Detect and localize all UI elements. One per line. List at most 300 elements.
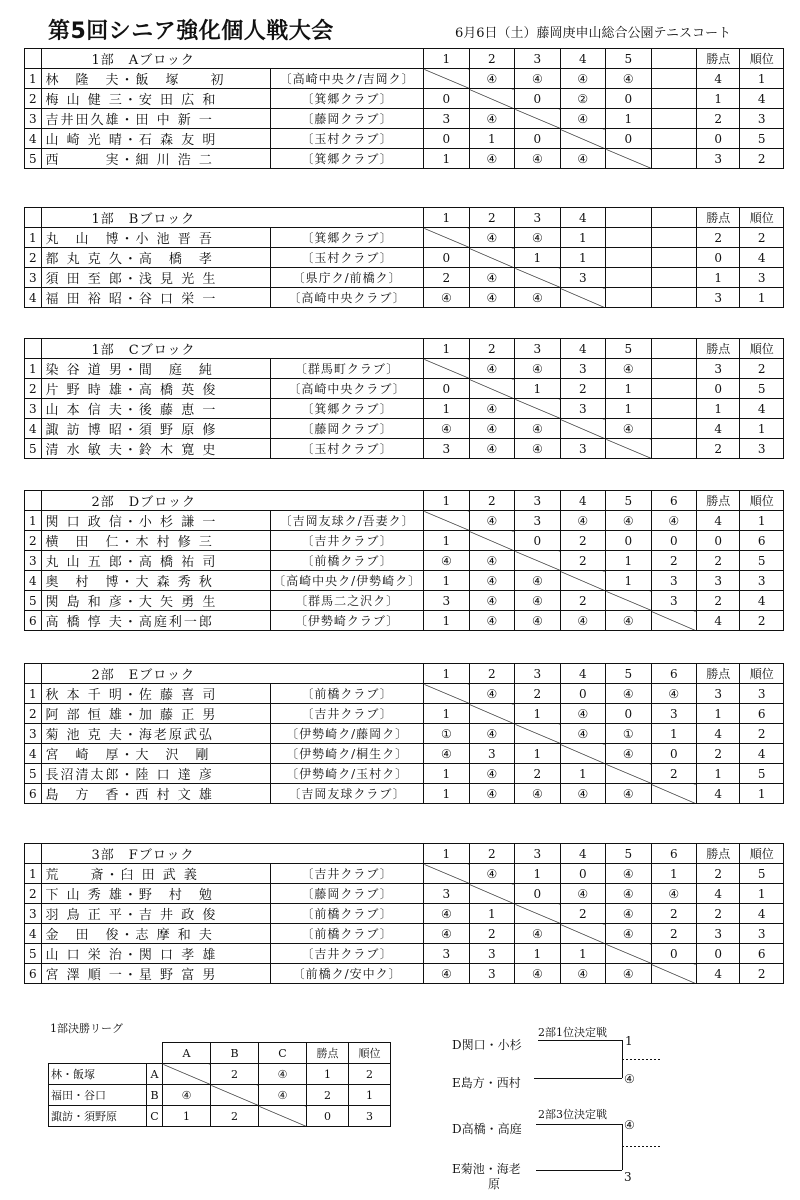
- match-result: 2: [211, 1064, 259, 1085]
- player-names: 宮 澤 順 一・星 野 富 男: [41, 964, 271, 984]
- pair-name: 諏訪・須野原: [49, 1106, 147, 1127]
- self-match-cell: [515, 268, 560, 288]
- club-name: 〔高崎中央クラブ〕: [271, 288, 424, 308]
- match-result: 1: [424, 531, 469, 551]
- player-names: 山 口 栄 治・関 口 孝 雄: [41, 944, 271, 964]
- club-name: 〔箕郷クラブ〕: [271, 149, 424, 169]
- empty-cell: [651, 268, 696, 288]
- block-table: [24, 843, 784, 984]
- match-result: ④: [469, 359, 514, 379]
- table-row: [25, 964, 784, 984]
- match-result: ④: [515, 69, 560, 89]
- match-result: 0: [560, 684, 605, 704]
- block-name: 1部 Cブロック: [41, 339, 424, 359]
- match-result: ④: [515, 228, 560, 248]
- table-row: [25, 149, 784, 169]
- rank-cell: 3: [740, 684, 784, 704]
- table-row: [25, 904, 784, 924]
- pair-name: 福田・谷口: [49, 1085, 147, 1106]
- match-result: ④: [469, 149, 514, 169]
- match-result: 2: [560, 379, 605, 399]
- empty-cell: [651, 228, 696, 248]
- block-1: [24, 207, 784, 308]
- col-header: 3: [515, 339, 560, 359]
- match-result: ④: [515, 964, 560, 984]
- table-row: [25, 784, 784, 804]
- match-result: 1: [560, 764, 605, 784]
- col-header-empty: [651, 49, 696, 69]
- match-result: ①: [424, 724, 469, 744]
- row-number: 6: [25, 964, 42, 984]
- match-result: ②: [560, 89, 605, 109]
- points-cell: 2: [697, 591, 740, 611]
- row-number: 1: [25, 69, 42, 89]
- rank-cell: 4: [740, 399, 784, 419]
- self-match-cell: [651, 784, 696, 804]
- rank-cell: 3: [740, 109, 784, 129]
- player-names: 下 山 秀 雄・野 村 勉: [41, 884, 271, 904]
- match-result: ④: [651, 884, 696, 904]
- match-result: 1: [606, 399, 651, 419]
- match-result: ④: [469, 439, 514, 459]
- col-header: 1: [424, 664, 469, 684]
- points-cell: 1: [697, 399, 740, 419]
- club-name: 〔箕郷クラブ〕: [271, 399, 424, 419]
- match-result: 2: [424, 268, 469, 288]
- rank-header: 順位: [740, 491, 784, 511]
- player-names: 荒 斎・臼 田 武 義: [41, 864, 271, 884]
- points-cell: 2: [697, 551, 740, 571]
- playoff-bracket: [450, 1020, 700, 1190]
- col-header: 5: [606, 664, 651, 684]
- points-cell: 4: [697, 69, 740, 89]
- match-result: ④: [424, 551, 469, 571]
- table-row: [25, 248, 784, 268]
- points-cell: 2: [697, 439, 740, 459]
- table-row: [25, 571, 784, 591]
- match-result: 0: [606, 129, 651, 149]
- row-number: 3: [25, 399, 42, 419]
- match1-title: 2部1位決定戦: [538, 1026, 607, 1039]
- player-names: 秋 本 千 明・佐 藤 喜 司: [41, 684, 271, 704]
- match-result: 0: [515, 531, 560, 551]
- col-header: 2: [469, 49, 514, 69]
- row-number: 3: [25, 904, 42, 924]
- self-match-cell: [606, 439, 651, 459]
- match-result: 0: [606, 531, 651, 551]
- match-result: 3: [651, 591, 696, 611]
- club-name: 〔玉村クラブ〕: [271, 129, 424, 149]
- match-result: 3: [469, 944, 514, 964]
- match-result: 3: [424, 439, 469, 459]
- points-cell: 0: [697, 248, 740, 268]
- col-header: C: [259, 1043, 307, 1064]
- match-result: 1: [606, 379, 651, 399]
- club-name: 〔玉村クラブ〕: [271, 248, 424, 268]
- match-result: 0: [651, 744, 696, 764]
- club-name: 〔吉井クラブ〕: [271, 944, 424, 964]
- col-header: 2: [469, 208, 514, 228]
- match-result: 1: [515, 944, 560, 964]
- match-result: 3: [651, 704, 696, 724]
- empty-cell: [651, 89, 696, 109]
- col-header: 1: [424, 339, 469, 359]
- rank-cell: 4: [740, 591, 784, 611]
- match-result: ④: [560, 511, 605, 531]
- match2-title: 2部3位決定戦: [538, 1108, 607, 1121]
- col-header: 3: [515, 844, 560, 864]
- self-match-cell: [560, 924, 605, 944]
- table-row: [25, 704, 784, 724]
- rank-cell: 3: [740, 571, 784, 591]
- match-result: ④: [606, 611, 651, 631]
- rank-cell: 2: [740, 359, 784, 379]
- row-number: 5: [25, 944, 42, 964]
- match-result: 3: [515, 511, 560, 531]
- match-result: ④: [560, 964, 605, 984]
- points-cell: 3: [697, 149, 740, 169]
- club-name: 〔吉岡友球ク/吾妻ク〕: [271, 511, 424, 531]
- match-result: ④: [560, 704, 605, 724]
- match-result: ④: [259, 1085, 307, 1106]
- points-cell: 2: [697, 109, 740, 129]
- pair-name: 林・飯塚: [49, 1064, 147, 1085]
- points-cell: 0: [697, 379, 740, 399]
- empty-cell: [651, 248, 696, 268]
- bracket-line: [536, 1170, 622, 1171]
- self-match-cell: [606, 764, 651, 784]
- match-result: 1: [606, 109, 651, 129]
- points-cell: 2: [697, 744, 740, 764]
- match-result: 1: [606, 551, 651, 571]
- empty-cell: [651, 69, 696, 89]
- match-result: ④: [606, 784, 651, 804]
- rank-cell: 3: [740, 924, 784, 944]
- match-result: ④: [606, 924, 651, 944]
- club-name: 〔吉井クラブ〕: [271, 704, 424, 724]
- rank-cell: 2: [740, 724, 784, 744]
- match-result: 3: [560, 268, 605, 288]
- match-result: 2: [211, 1106, 259, 1127]
- table-row: [25, 268, 784, 288]
- self-match-cell: [469, 248, 514, 268]
- match-result: 2: [560, 591, 605, 611]
- self-match-cell: [515, 399, 560, 419]
- row-number: 4: [25, 744, 42, 764]
- match-result: ④: [469, 69, 514, 89]
- self-match-cell: [424, 684, 469, 704]
- match-result: ④: [469, 684, 514, 704]
- col-header: 5: [606, 339, 651, 359]
- table-row: [25, 399, 784, 419]
- points-cell: 2: [697, 864, 740, 884]
- self-match-cell: [424, 511, 469, 531]
- match-result: 1: [424, 399, 469, 419]
- club-name: 〔前橋ク/安中ク〕: [271, 964, 424, 984]
- rank-cell: 5: [740, 551, 784, 571]
- match-result: ④: [469, 551, 514, 571]
- match-result: [606, 288, 651, 308]
- points-cell: 1: [697, 268, 740, 288]
- table-row: [25, 288, 784, 308]
- club-name: 〔前橋クラブ〕: [271, 684, 424, 704]
- match-result: ④: [515, 149, 560, 169]
- col-header: 3: [515, 491, 560, 511]
- self-match-cell: [469, 531, 514, 551]
- table-row: [25, 359, 784, 379]
- match-result: 1: [515, 744, 560, 764]
- match1-bottom-team: E島方・西村: [452, 1076, 521, 1090]
- row-number: 4: [25, 571, 42, 591]
- self-match-cell: [606, 944, 651, 964]
- match-result: 1: [424, 784, 469, 804]
- row-number: 6: [25, 611, 42, 631]
- match2-top-score: ④: [624, 1118, 635, 1132]
- player-names: 奥 村 博・大 森 秀 秋: [41, 571, 271, 591]
- row-number: 1: [25, 864, 42, 884]
- club-name: 〔吉岡友球クラブ〕: [271, 784, 424, 804]
- header-corner: [25, 339, 42, 359]
- match-result: ④: [515, 784, 560, 804]
- rank-cell: 4: [740, 904, 784, 924]
- match-result: 0: [424, 379, 469, 399]
- match-result: ④: [651, 511, 696, 531]
- row-number: 2: [25, 379, 42, 399]
- col-header: 4: [560, 208, 605, 228]
- points-cell: 1: [697, 764, 740, 784]
- match2-bottom-team-tail: 原: [488, 1177, 501, 1191]
- player-names: 須 田 至 郎・浅 見 光 生: [41, 268, 271, 288]
- empty-cell: [651, 439, 696, 459]
- match-result: 0: [515, 129, 560, 149]
- match-result: [606, 228, 651, 248]
- points-header: 勝点: [307, 1043, 349, 1064]
- header-corner: [25, 844, 42, 864]
- match-result: ④: [606, 744, 651, 764]
- rank-cell: 1: [740, 884, 784, 904]
- row-number: 2: [25, 531, 42, 551]
- player-names: 阿 部 恒 雄・加 藤 正 男: [41, 704, 271, 724]
- match-result: 3: [651, 571, 696, 591]
- match-result: ④: [560, 784, 605, 804]
- col-header: 4: [560, 491, 605, 511]
- rank-cell: 5: [740, 129, 784, 149]
- match-result: ④: [515, 571, 560, 591]
- final-league-table: [48, 1042, 391, 1127]
- block-0: [24, 48, 784, 169]
- match1-bottom-score: ④: [624, 1072, 635, 1086]
- block-table: [24, 490, 784, 631]
- match-result: ④: [560, 611, 605, 631]
- empty-cell: [651, 399, 696, 419]
- points-cell: 4: [697, 611, 740, 631]
- match-result: ④: [606, 69, 651, 89]
- match-result: ④: [560, 724, 605, 744]
- match-result: 0: [424, 89, 469, 109]
- club-name: 〔群馬二之沢ク〕: [271, 591, 424, 611]
- points-cell: 4: [697, 784, 740, 804]
- club-name: 〔吉井クラブ〕: [271, 531, 424, 551]
- self-match-cell: [651, 611, 696, 631]
- table-row: [25, 379, 784, 399]
- match-result: ④: [515, 288, 560, 308]
- club-name: 〔玉村クラブ〕: [271, 439, 424, 459]
- self-match-cell: [515, 724, 560, 744]
- match-result: ④: [469, 109, 514, 129]
- col-header: 5: [606, 49, 651, 69]
- rank-cell: 5: [740, 379, 784, 399]
- match-result: ④: [606, 684, 651, 704]
- points-cell: 1: [697, 704, 740, 724]
- header-corner: [25, 664, 42, 684]
- self-match-cell: [163, 1064, 211, 1085]
- match-result: 0: [651, 944, 696, 964]
- match-result: ④: [469, 724, 514, 744]
- match-result: 2: [651, 764, 696, 784]
- points-cell: 4: [697, 724, 740, 744]
- col-header: 1: [424, 49, 469, 69]
- points-header: 勝点: [697, 339, 740, 359]
- match-result: ①: [606, 724, 651, 744]
- player-names: 菊 池 克 夫・海老原武弘: [41, 724, 271, 744]
- match1-top-team: D関口・小杉: [452, 1038, 522, 1052]
- points-cell: 4: [697, 511, 740, 531]
- col-header: 1: [424, 844, 469, 864]
- rank-cell: 1: [740, 511, 784, 531]
- self-match-cell: [515, 109, 560, 129]
- club-name: 〔高崎中央クラブ〕: [271, 379, 424, 399]
- row-number: 4: [25, 419, 42, 439]
- table-row: [25, 924, 784, 944]
- points-cell: 3: [697, 571, 740, 591]
- block-table: [24, 207, 784, 308]
- club-name: 〔前橋クラブ〕: [271, 551, 424, 571]
- club-name: 〔県庁ク/前橋ク〕: [271, 268, 424, 288]
- player-names: 都 丸 克 久・高 橋 孝: [41, 248, 271, 268]
- match-result: 1: [424, 149, 469, 169]
- player-names: 林 隆 夫・飯 塚 初: [41, 69, 271, 89]
- points-header: 勝点: [697, 49, 740, 69]
- self-match-cell: [560, 288, 605, 308]
- self-match-cell: [424, 69, 469, 89]
- self-match-cell: [515, 551, 560, 571]
- match-result: ④: [259, 1064, 307, 1085]
- points-cell: 0: [307, 1106, 349, 1127]
- col-header: 2: [469, 491, 514, 511]
- header-corner: [25, 208, 42, 228]
- club-name: 〔群馬町クラブ〕: [271, 359, 424, 379]
- match-result: ④: [469, 288, 514, 308]
- club-name: 〔高崎中央ク/伊勢崎ク〕: [271, 571, 424, 591]
- row-number: 1: [25, 359, 42, 379]
- match-result: [606, 268, 651, 288]
- table-row: [25, 439, 784, 459]
- match-result: ④: [515, 924, 560, 944]
- match-result: 3: [560, 359, 605, 379]
- col-header: [606, 208, 651, 228]
- self-match-cell: [469, 704, 514, 724]
- rank-cell: 4: [740, 89, 784, 109]
- self-match-cell: [560, 744, 605, 764]
- match-result: 0: [515, 884, 560, 904]
- match-result: 1: [163, 1106, 211, 1127]
- row-number: 2: [25, 704, 42, 724]
- match-result: 0: [606, 89, 651, 109]
- rank-cell: 4: [740, 744, 784, 764]
- rank-cell: 2: [740, 228, 784, 248]
- bracket-line: [622, 1146, 662, 1147]
- match-result: ④: [424, 288, 469, 308]
- rank-cell: 6: [740, 531, 784, 551]
- page-title: 第5回シニア強化個人戦大会: [48, 19, 334, 44]
- match-result: ④: [560, 884, 605, 904]
- block-name: 3部 Fブロック: [41, 844, 424, 864]
- table-row: [25, 591, 784, 611]
- match-result: ④: [424, 744, 469, 764]
- match-result: 3: [424, 944, 469, 964]
- rank-cell: 4: [740, 248, 784, 268]
- empty-cell: [651, 288, 696, 308]
- match-result: ④: [606, 359, 651, 379]
- row-number: 5: [25, 591, 42, 611]
- match-result: ④: [606, 419, 651, 439]
- table-row: [25, 684, 784, 704]
- rank-cell: 3: [349, 1106, 391, 1127]
- row-number: 4: [25, 129, 42, 149]
- match-result: ④: [469, 228, 514, 248]
- rank-cell: 2: [349, 1064, 391, 1085]
- col-header-empty: [651, 208, 696, 228]
- self-match-cell: [469, 379, 514, 399]
- match-result: 0: [515, 89, 560, 109]
- col-header: 4: [560, 664, 605, 684]
- row-number: 5: [25, 439, 42, 459]
- final-league-title: 1部決勝リーグ: [50, 1022, 123, 1035]
- player-names: 染 谷 道 男・間 庭 純: [41, 359, 271, 379]
- match-result: ④: [469, 864, 514, 884]
- self-match-cell: [560, 129, 605, 149]
- self-match-cell: [211, 1085, 259, 1106]
- block-table: [24, 663, 784, 804]
- match-result: ④: [606, 864, 651, 884]
- match2-bottom-score: 3: [624, 1170, 632, 1184]
- rank-cell: 5: [740, 864, 784, 884]
- table-row: [25, 764, 784, 784]
- match-result: 0: [606, 704, 651, 724]
- match-result: 3: [424, 591, 469, 611]
- venue-date: 6月6日（土）藤岡庚申山総合公園テニスコート: [455, 26, 732, 41]
- rank-cell: 6: [740, 704, 784, 724]
- rank-cell: 1: [740, 288, 784, 308]
- club-name: 〔高崎中央ク/吉岡ク〕: [271, 69, 424, 89]
- player-names: 西 実・細 川 浩 二: [41, 149, 271, 169]
- table-row: [25, 551, 784, 571]
- points-cell: 2: [307, 1085, 349, 1106]
- rank-cell: 1: [740, 419, 784, 439]
- match-result: ④: [469, 571, 514, 591]
- empty-cell: [651, 379, 696, 399]
- points-cell: 1: [697, 89, 740, 109]
- table-row: [25, 864, 784, 884]
- match-result: 3: [560, 439, 605, 459]
- match1-top-score: 1: [625, 1034, 633, 1048]
- rank-cell: 2: [740, 611, 784, 631]
- match-result: ④: [469, 419, 514, 439]
- col-header-empty: [651, 339, 696, 359]
- match-result: ④: [515, 419, 560, 439]
- club-name: 〔伊勢崎ク/桐生ク〕: [271, 744, 424, 764]
- bracket-line: [622, 1124, 623, 1170]
